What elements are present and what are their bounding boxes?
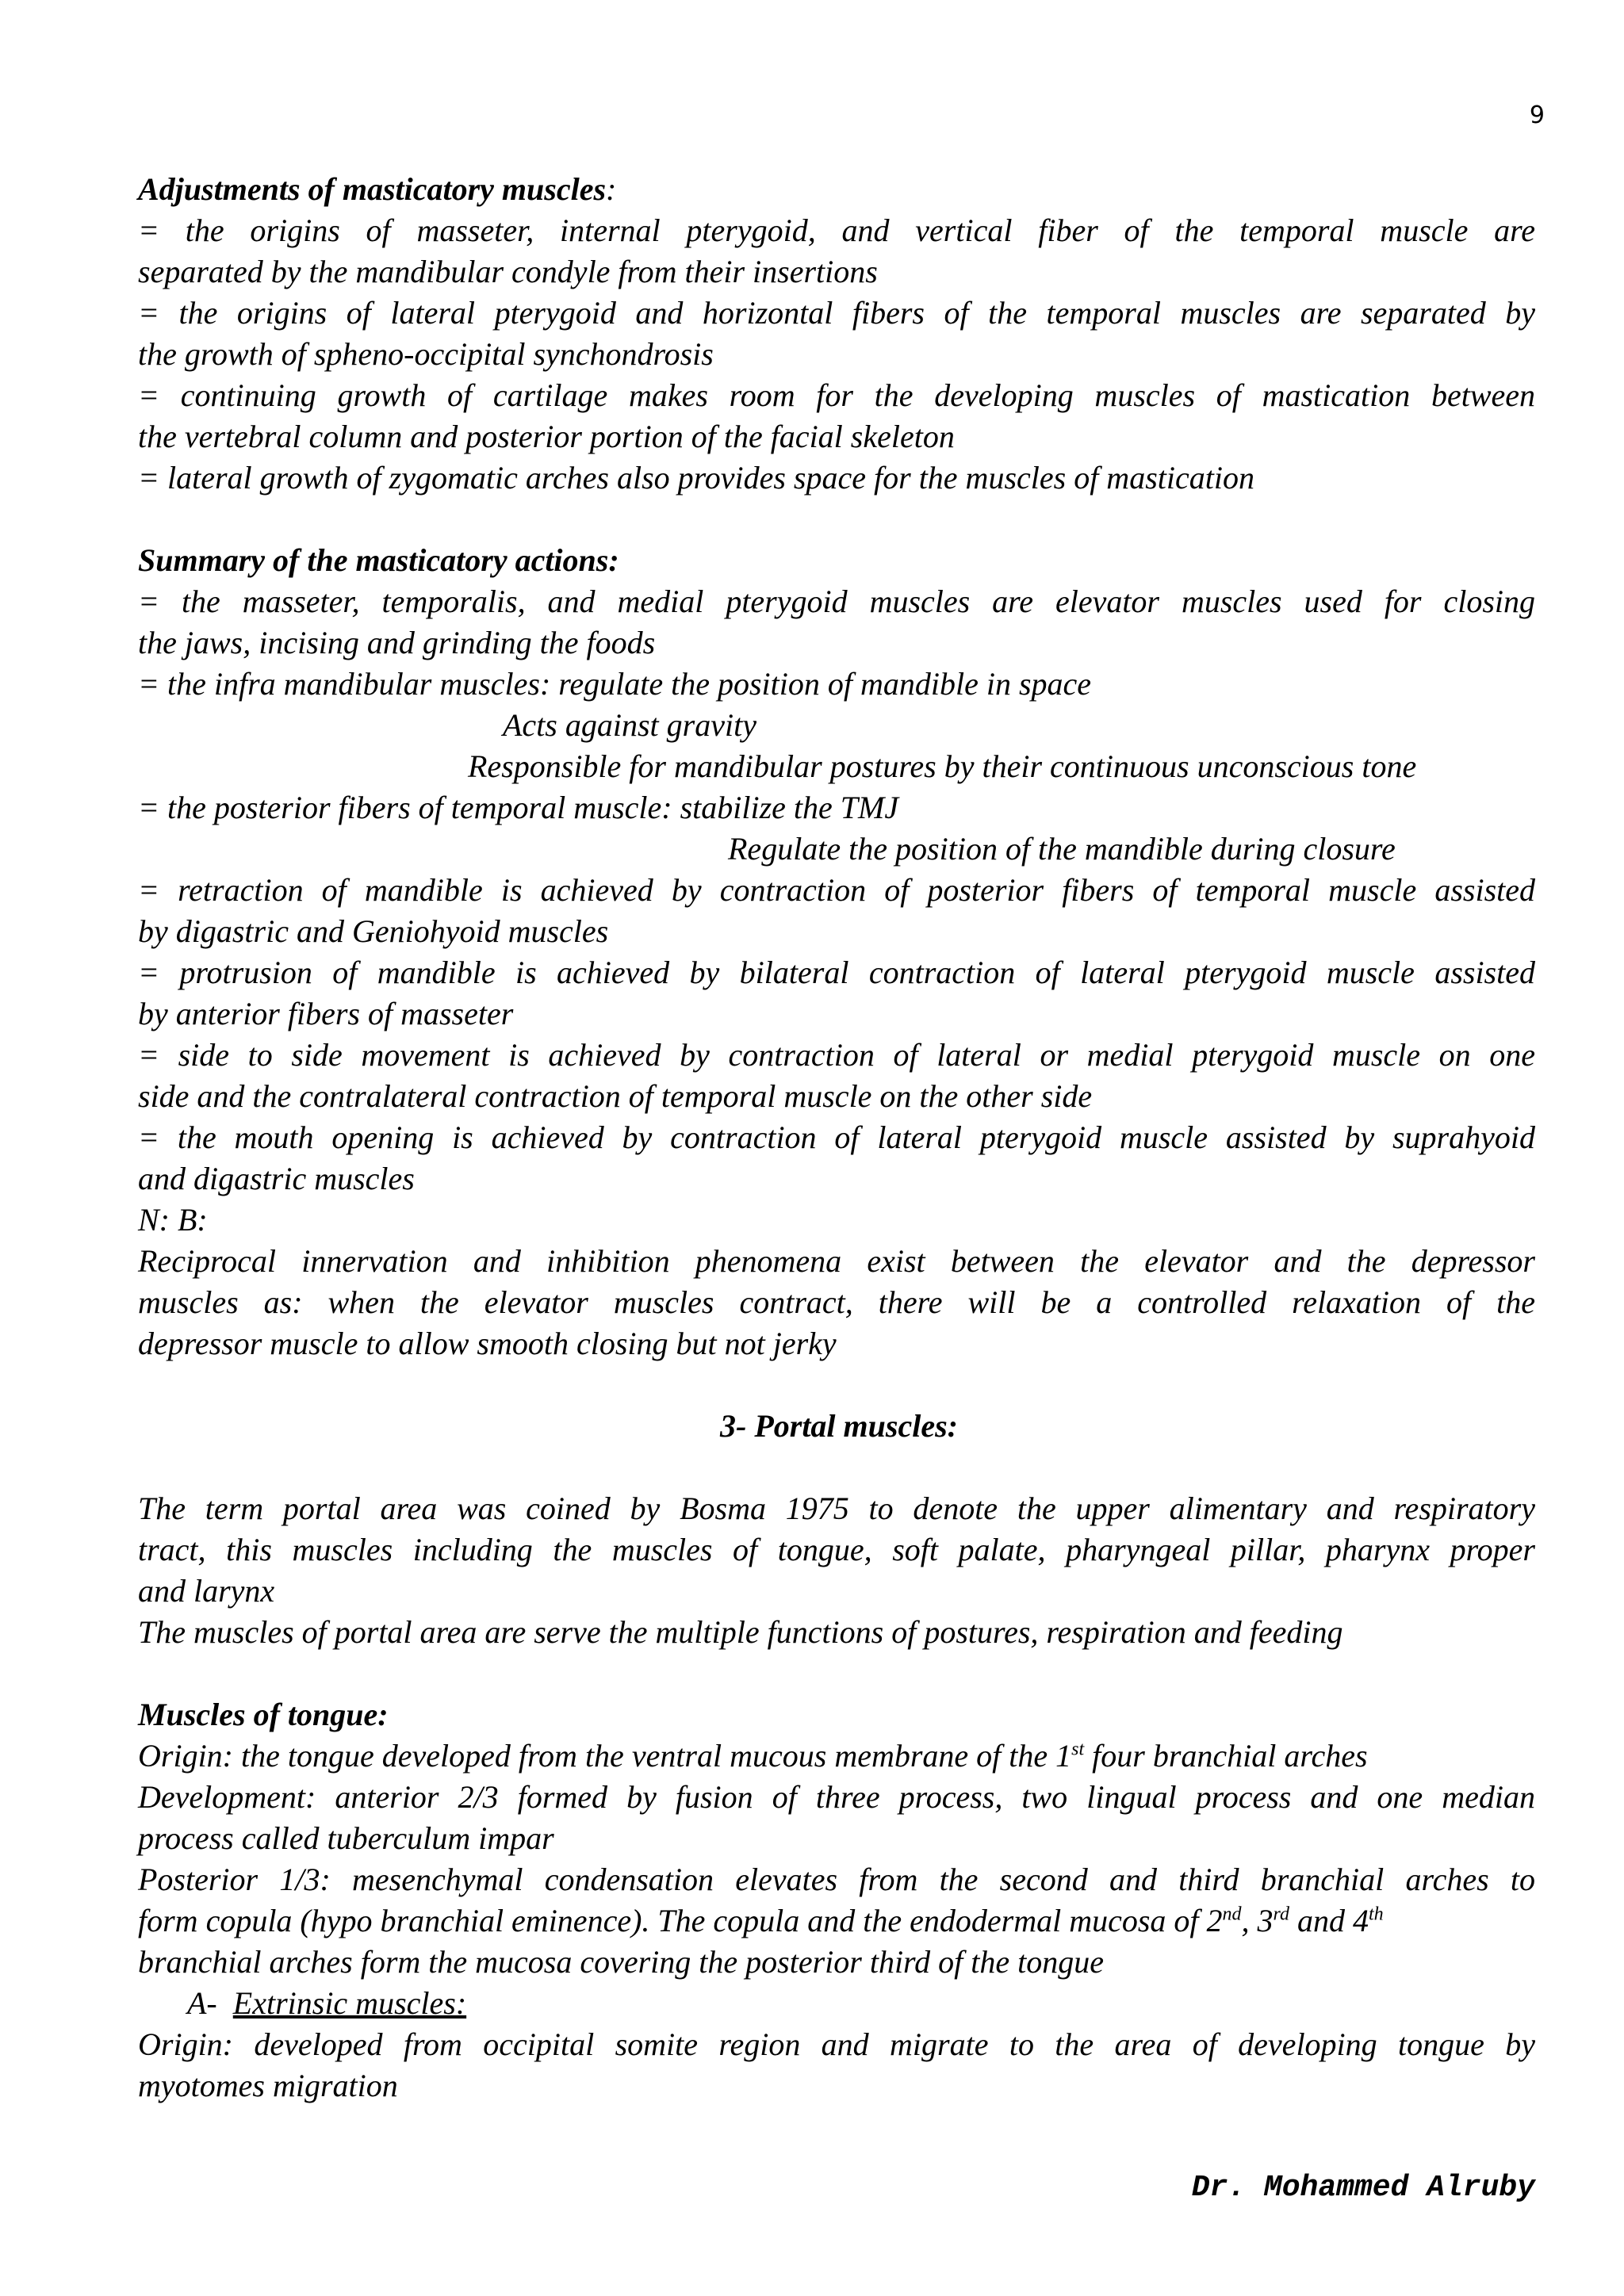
- text-line: = the origins of masseter, internal pterygoid, and vertical fiber of the temporal muscle are: [138, 212, 1535, 248]
- text-line: Origin: developed from occipital somite region and migrate to the area of developing tongue by: [138, 2026, 1535, 2062]
- summary-heading: Summary of the masticatory actions:: [138, 542, 619, 578]
- text-line: myotomes migration: [138, 2068, 398, 2103]
- text-line: = retraction of mandible is achieved by contraction of posterior fibers of temporal muscle assisted: [138, 872, 1535, 908]
- portal-heading: 3- Portal muscles:: [720, 1408, 958, 1444]
- text-line: form copula (hypo branchial eminence). The copula and the endodermal mucosa of 2nd, 3rd and 4th: [138, 1903, 1384, 1938]
- text-line: = the origins of lateral pterygoid and horizontal fibers of the temporal muscles are separated by: [138, 295, 1535, 331]
- text-line: side and the contralateral contraction of temporal muscle on the other side: [138, 1078, 1093, 1114]
- adjustments-heading: Adjustments of masticatory muscles:: [138, 171, 617, 207]
- nb-label: N: B:: [138, 1202, 208, 1238]
- text-line: Posterior 1/3: mesenchymal condensation elevates from the second and third branchial arches to: [138, 1862, 1535, 1897]
- page-number: 9: [1529, 101, 1545, 129]
- text-line: the jaws, incising and grinding the foods: [138, 625, 656, 660]
- text-line: branchial arches form the mucosa covering the posterior third of the tongue: [138, 1944, 1104, 1980]
- text-line: the growth of spheno-occipital synchondrosis: [138, 336, 714, 372]
- text-line: muscles as: when the elevator muscles contract, there will be a controlled relaxation of the: [138, 1284, 1535, 1320]
- page-content: [138, 169, 1535, 2107]
- text-line: by anterior fibers of masseter: [138, 996, 514, 1031]
- text-line: Origin: the tongue developed from the ventral mucous membrane of the 1st four branchial arches: [138, 1738, 1368, 1774]
- footer-author: Dr. Mohammed Alruby: [1191, 2171, 1535, 2205]
- text-line: Reciprocal innervation and inhibition phenomena exist between the elevator and the depressor: [138, 1243, 1535, 1279]
- text-line: the vertebral column and posterior portion of the facial skeleton: [138, 419, 955, 454]
- text-line: Responsible for mandibular postures by their continuous unconscious tone: [468, 748, 1417, 784]
- text-line: = continuing growth of cartilage makes room for the developing muscles of mastication between: [138, 377, 1535, 413]
- text-line: tract, this muscles including the muscles of tongue, soft palate, pharyngeal pillar, pharynx proper: [138, 1532, 1535, 1567]
- text-line: Regulate the position of the mandible during closure: [728, 831, 1396, 867]
- text-line: = the posterior fibers of temporal muscle: stabilize the TMJ: [138, 790, 899, 825]
- text-line: and digastric muscles: [138, 1161, 415, 1196]
- text-line: = the mouth opening is achieved by contraction of lateral pterygoid muscle assisted by suprahyoid: [138, 1119, 1535, 1155]
- text-line: = the infra mandibular muscles: regulate the position of mandible in space: [138, 666, 1092, 702]
- text-line: process called tuberculum impar: [138, 1820, 554, 1856]
- text-line: by digastric and Geniohyoid muscles: [138, 913, 609, 949]
- extrinsic-subheading: A- Extrinsic muscles:: [187, 1985, 467, 2021]
- tongue-heading: Muscles of tongue:: [138, 1697, 389, 1732]
- text-line: depressor muscle to allow smooth closing but not jerky: [138, 1326, 837, 1361]
- text-line: and larynx: [138, 1573, 275, 1609]
- text-line: = protrusion of mandible is achieved by bilateral contraction of lateral pterygoid muscle assisted: [138, 955, 1535, 990]
- text-line: Development: anterior 2/3 formed by fusion of three process, two lingual process and one median: [138, 1779, 1535, 1815]
- text-line: separated by the mandibular condyle from their insertions: [138, 254, 878, 289]
- text-line: The term portal area was coined by Bosma 1975 to denote the upper alimentary and respiratory: [138, 1490, 1535, 1526]
- text-line: Acts against gravity: [503, 707, 756, 743]
- text-line: The muscles of portal area are serve the multiple functions of postures, respiration and feeding: [138, 1614, 1343, 1650]
- text-line: = side to side movement is achieved by contraction of lateral or medial pterygoid muscle on one: [138, 1037, 1535, 1073]
- text-line: = lateral growth of zygomatic arches also provides space for the muscles of mastication: [138, 460, 1254, 496]
- text-line: = the masseter, temporalis, and medial pterygoid muscles are elevator muscles used for closing: [138, 584, 1535, 619]
